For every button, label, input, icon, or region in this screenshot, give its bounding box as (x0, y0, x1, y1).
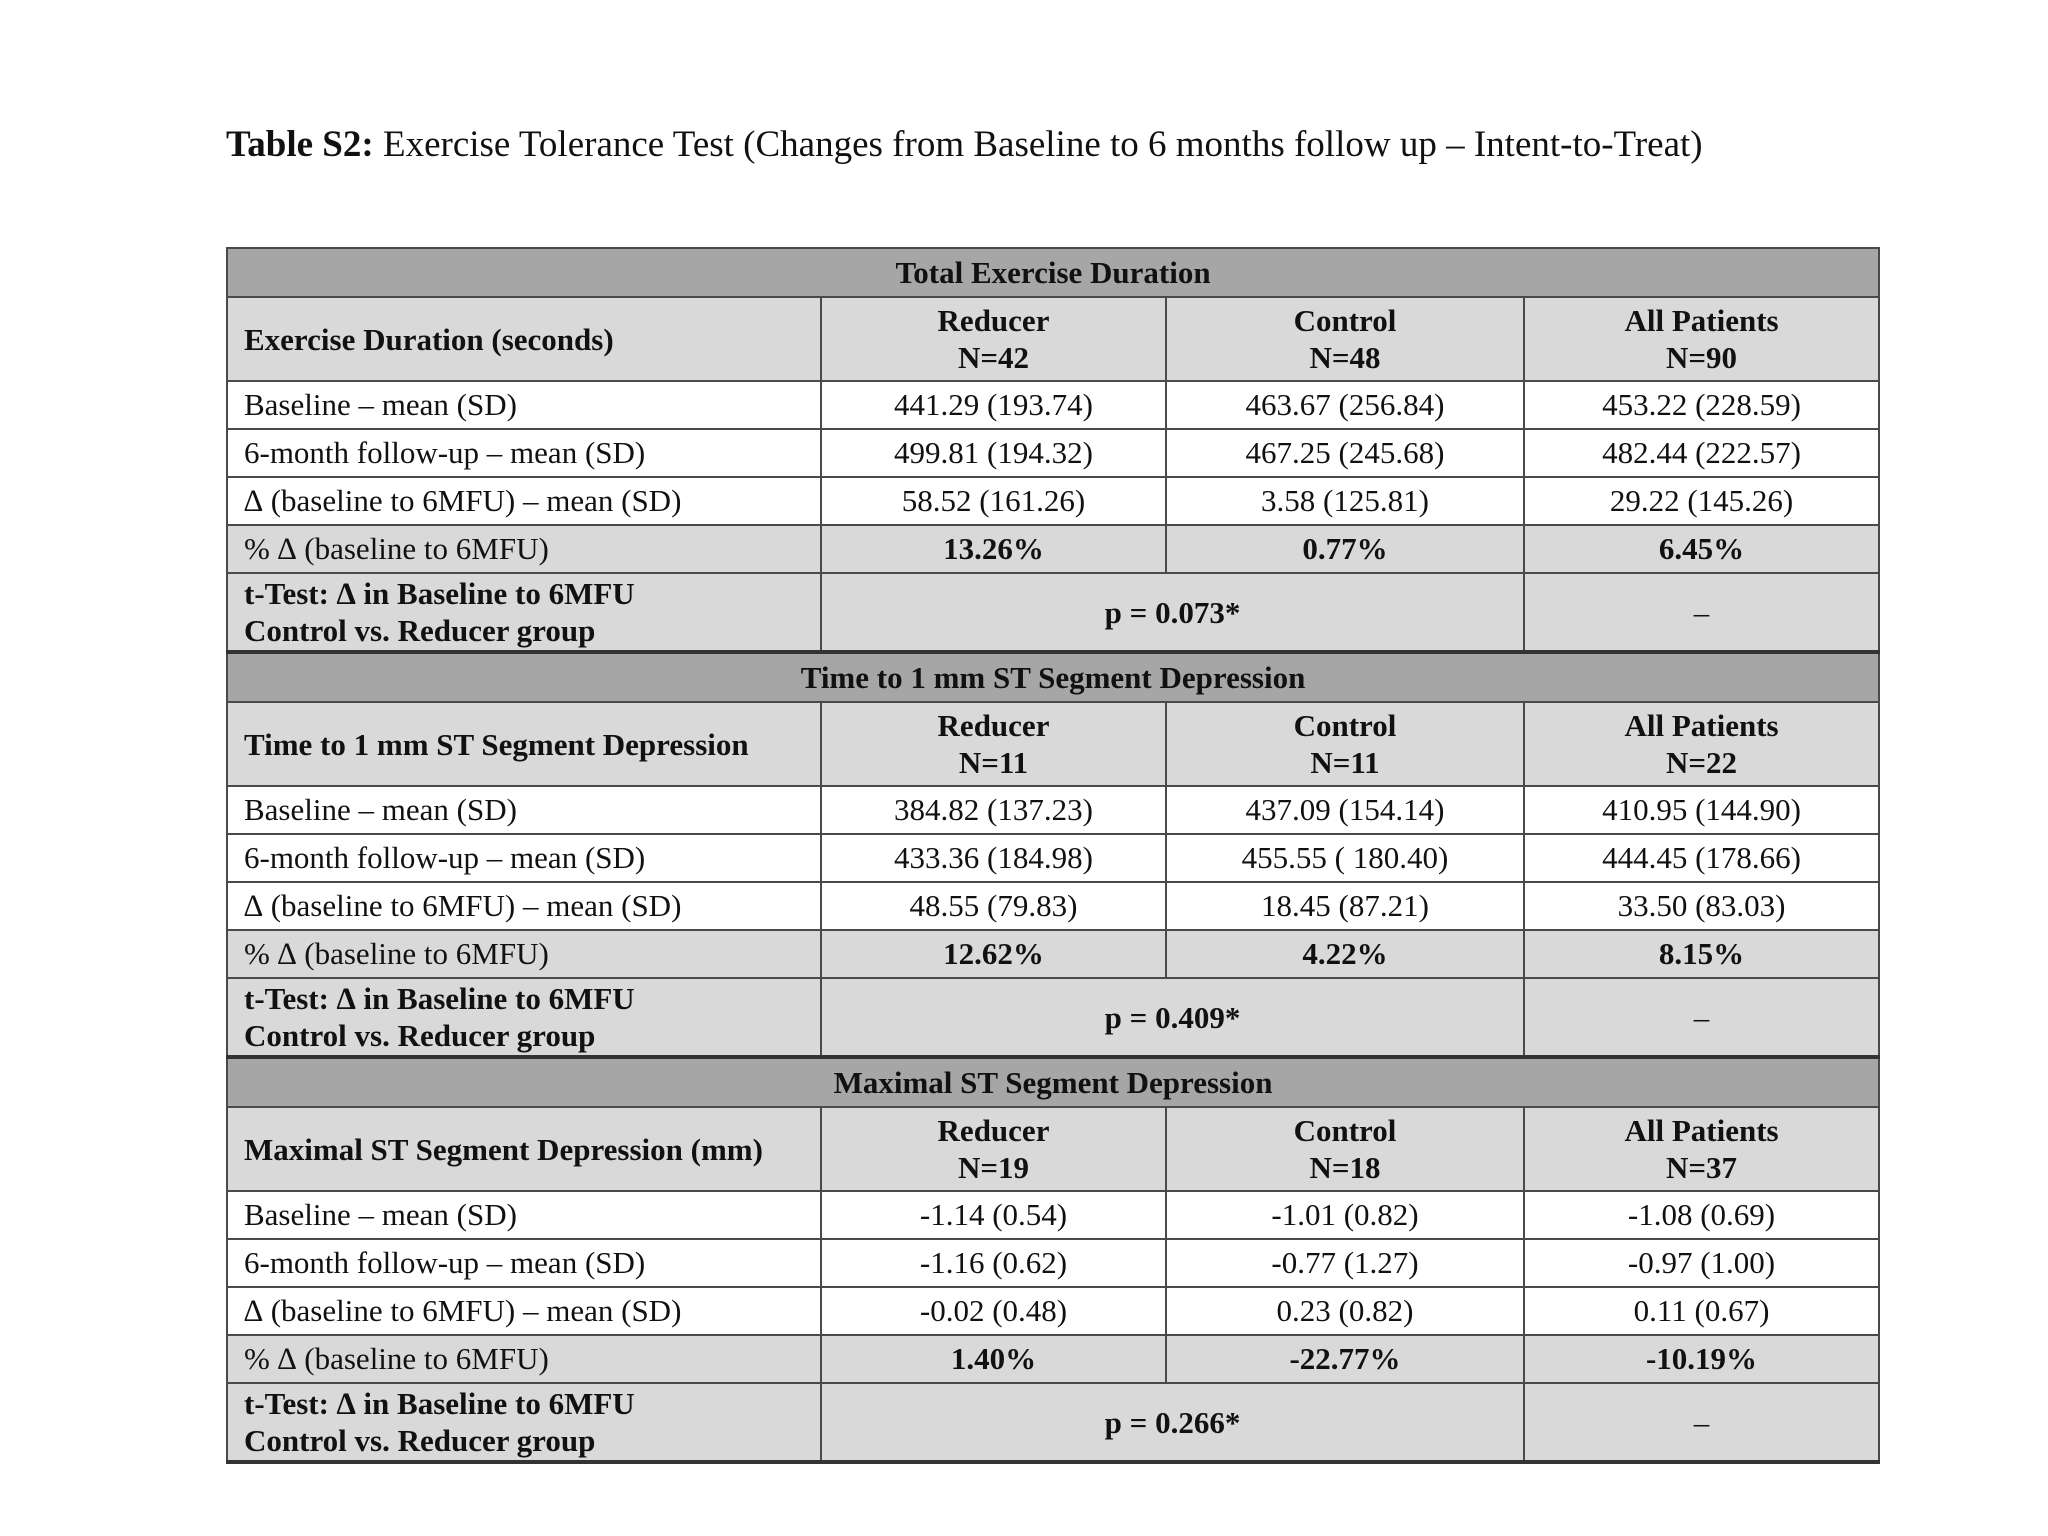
t-test-label-line1: t-Test: ∆ in Baseline to 6MFU (244, 981, 635, 1016)
control-percent: 4.22% (1166, 930, 1524, 978)
reducer-value: -1.14 (0.54) (821, 1191, 1166, 1239)
header-control (1166, 297, 1524, 381)
header-all-patients (1524, 702, 1879, 786)
header-reducer-n: N=11 (958, 745, 1029, 780)
row-label: ∆ (baseline to 6MFU) – mean (SD) (227, 477, 821, 525)
table-row (227, 381, 1879, 429)
table-row (227, 1287, 1879, 1335)
header-control-label: Control (1293, 1113, 1397, 1148)
section-title-row (227, 248, 1879, 297)
all-patients-dash: – (1524, 1383, 1879, 1462)
header-reducer (821, 1107, 1166, 1191)
header-all-label: All Patients (1624, 708, 1779, 743)
row-label: Baseline – mean (SD) (227, 786, 821, 834)
reducer-value: 48.55 (79.83) (821, 882, 1166, 930)
t-test-row (227, 978, 1879, 1057)
header-row-label: Exercise Duration (seconds) (227, 297, 821, 381)
row-label: % ∆ (baseline to 6MFU) (227, 525, 821, 573)
t-test-row (227, 1383, 1879, 1462)
row-label: 6-month follow-up – mean (SD) (227, 429, 821, 477)
control-value: 455.55 ( 180.40) (1166, 834, 1524, 882)
all-value: 482.44 (222.57) (1524, 429, 1879, 477)
t-test-label-line2: Control vs. Reducer group (244, 1423, 596, 1458)
row-label: Baseline – mean (SD) (227, 381, 821, 429)
all-patients-dash: – (1524, 573, 1879, 652)
column-header-row (227, 1107, 1879, 1191)
p-value: p = 0.409* (821, 978, 1524, 1057)
row-label: 6-month follow-up – mean (SD) (227, 834, 821, 882)
caption-text: Exercise Tolerance Test (Changes from Baseline to 6 months follow up – Intent-to-Treat) (373, 124, 1703, 165)
column-header-row (227, 702, 1879, 786)
all-value: 0.11 (0.67) (1524, 1287, 1879, 1335)
header-all-n: N=37 (1665, 1150, 1738, 1185)
t-test-row (227, 573, 1879, 652)
t-test-label-line1: t-Test: ∆ in Baseline to 6MFU (244, 1386, 635, 1421)
all-value: -0.97 (1.00) (1524, 1239, 1879, 1287)
control-value: -0.77 (1.27) (1166, 1239, 1524, 1287)
control-percent: 0.77% (1166, 525, 1524, 573)
header-row-label: Time to 1 mm ST Segment Depression (227, 702, 821, 786)
header-control-n: N=48 (1309, 340, 1381, 375)
control-value: 467.25 (245.68) (1166, 429, 1524, 477)
percent-change-row (227, 930, 1879, 978)
table-row (227, 834, 1879, 882)
all-patients-dash: – (1524, 978, 1879, 1057)
control-value: 3.58 (125.81) (1166, 477, 1524, 525)
header-control-label: Control (1293, 303, 1397, 338)
header-all-patients (1524, 297, 1879, 381)
header-all-n: N=90 (1665, 340, 1738, 375)
header-control-n: N=11 (1310, 745, 1380, 780)
control-value: 437.09 (154.14) (1166, 786, 1524, 834)
table-row (227, 429, 1879, 477)
table-caption (226, 122, 1706, 168)
p-value: p = 0.073* (821, 573, 1524, 652)
t-test-label (227, 1383, 821, 1462)
all-value: 33.50 (83.03) (1524, 882, 1879, 930)
reducer-value: 433.36 (184.98) (821, 834, 1166, 882)
table-row (227, 1239, 1879, 1287)
all-value: 29.22 (145.26) (1524, 477, 1879, 525)
header-reducer-label: Reducer (937, 1113, 1050, 1148)
header-reducer-label: Reducer (937, 708, 1050, 743)
t-test-label (227, 978, 821, 1057)
all-value: -1.08 (0.69) (1524, 1191, 1879, 1239)
t-test-label (227, 573, 821, 652)
reducer-percent: 12.62% (821, 930, 1166, 978)
all-value: 453.22 (228.59) (1524, 381, 1879, 429)
header-all-label: All Patients (1624, 1113, 1779, 1148)
reducer-value: 441.29 (193.74) (821, 381, 1166, 429)
table-row (227, 1191, 1879, 1239)
header-control (1166, 1107, 1524, 1191)
header-row-label: Maximal ST Segment Depression (mm) (227, 1107, 821, 1191)
t-test-label-line1: t-Test: ∆ in Baseline to 6MFU (244, 576, 635, 611)
reducer-value: 384.82 (137.23) (821, 786, 1166, 834)
all-percent: -10.19% (1524, 1335, 1879, 1383)
table-row (227, 786, 1879, 834)
header-control-label: Control (1293, 708, 1397, 743)
table-row (227, 477, 1879, 525)
header-control (1166, 702, 1524, 786)
section-title: Maximal ST Segment Depression (227, 1057, 1879, 1107)
all-value: 444.45 (178.66) (1524, 834, 1879, 882)
reducer-percent: 1.40% (821, 1335, 1166, 1383)
reducer-value: 499.81 (194.32) (821, 429, 1166, 477)
header-all-label: All Patients (1624, 303, 1779, 338)
row-label: ∆ (baseline to 6MFU) – mean (SD) (227, 882, 821, 930)
section-title-row (227, 652, 1879, 702)
all-value: 410.95 (144.90) (1524, 786, 1879, 834)
reducer-value: -0.02 (0.48) (821, 1287, 1166, 1335)
header-control-n: N=18 (1309, 1150, 1381, 1185)
row-label: Baseline – mean (SD) (227, 1191, 821, 1239)
exercise-tolerance-table (226, 247, 1880, 1464)
row-label: 6-month follow-up – mean (SD) (227, 1239, 821, 1287)
reducer-value: 58.52 (161.26) (821, 477, 1166, 525)
reducer-value: -1.16 (0.62) (821, 1239, 1166, 1287)
control-value: 463.67 (256.84) (1166, 381, 1524, 429)
t-test-label-line2: Control vs. Reducer group (244, 1018, 596, 1053)
control-value: 18.45 (87.21) (1166, 882, 1524, 930)
reducer-percent: 13.26% (821, 525, 1166, 573)
header-all-patients (1524, 1107, 1879, 1191)
row-label: % ∆ (baseline to 6MFU) (227, 930, 821, 978)
section-title: Time to 1 mm ST Segment Depression (227, 652, 1879, 702)
section-title-row (227, 1057, 1879, 1107)
row-label: % ∆ (baseline to 6MFU) (227, 1335, 821, 1383)
header-all-n: N=22 (1665, 745, 1738, 780)
all-percent: 8.15% (1524, 930, 1879, 978)
column-header-row (227, 297, 1879, 381)
p-value: p = 0.266* (821, 1383, 1524, 1462)
header-reducer (821, 297, 1166, 381)
header-reducer (821, 702, 1166, 786)
all-percent: 6.45% (1524, 525, 1879, 573)
header-reducer-n: N=42 (957, 340, 1030, 375)
header-reducer-label: Reducer (937, 303, 1050, 338)
percent-change-row (227, 525, 1879, 573)
row-label: ∆ (baseline to 6MFU) – mean (SD) (227, 1287, 821, 1335)
section-title: Total Exercise Duration (227, 248, 1879, 297)
control-percent: -22.77% (1166, 1335, 1524, 1383)
control-value: 0.23 (0.82) (1166, 1287, 1524, 1335)
control-value: -1.01 (0.82) (1166, 1191, 1524, 1239)
table-row (227, 882, 1879, 930)
header-reducer-n: N=19 (957, 1150, 1030, 1185)
percent-change-row (227, 1335, 1879, 1383)
t-test-label-line2: Control vs. Reducer group (244, 613, 596, 648)
caption-label: Table S2: (226, 124, 374, 165)
